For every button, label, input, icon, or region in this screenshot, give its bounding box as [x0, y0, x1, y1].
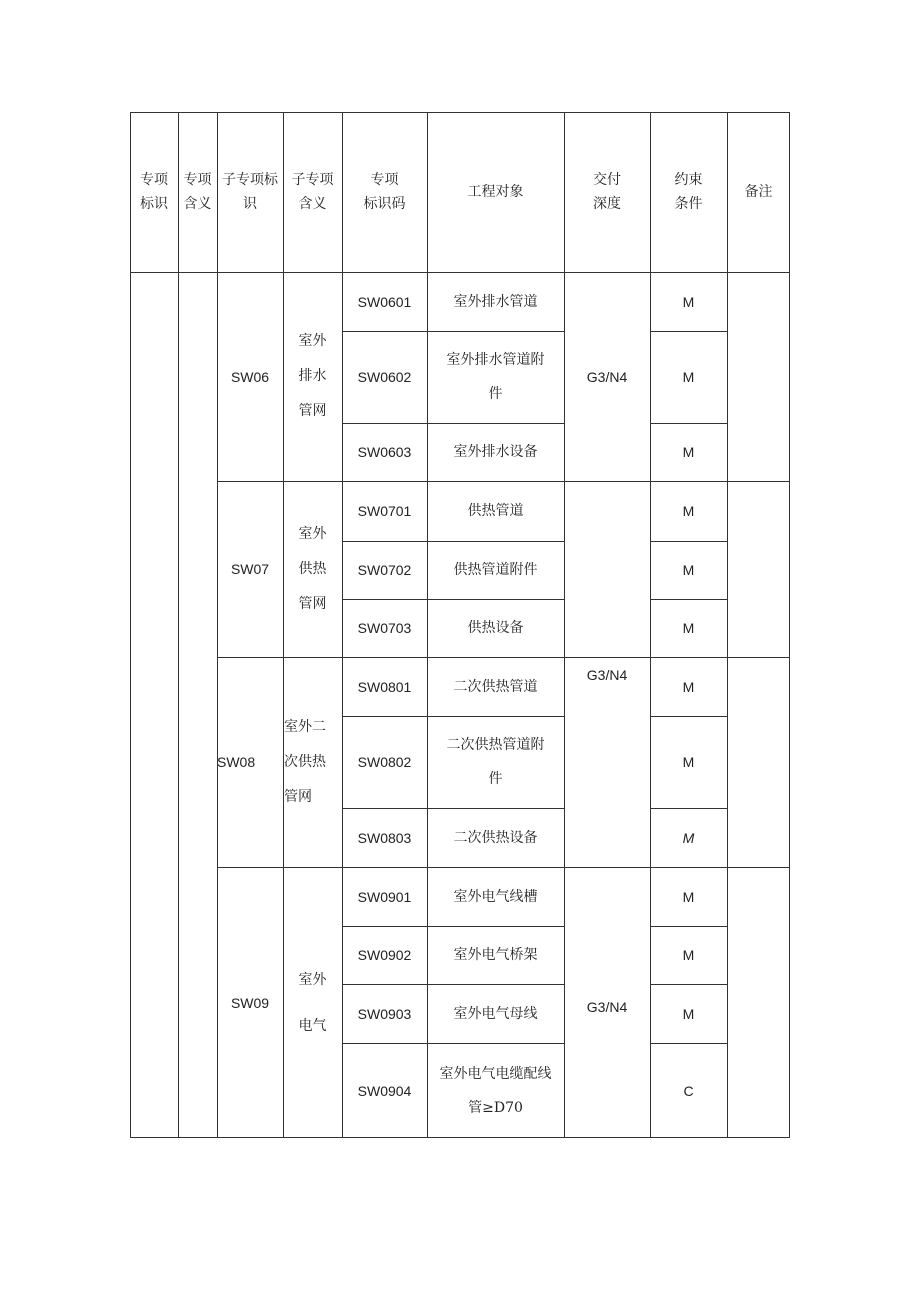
table-row-code — [342, 984, 427, 1043]
header-remark — [727, 112, 790, 272]
depth-cell — [564, 867, 650, 1138]
header-spec-code-line2: 标识码 — [363, 196, 406, 212]
constraint-text: C — [683, 1082, 694, 1099]
code-text: SW0904 — [357, 1082, 412, 1099]
table-row-object — [427, 657, 564, 716]
depth-text: G3/N4 — [586, 368, 628, 385]
object-text: 室外电气线槽 — [453, 888, 538, 905]
table-row-object — [427, 423, 564, 481]
table-row-code — [342, 541, 427, 599]
table-row-object — [427, 599, 564, 657]
code-text: SW0802 — [357, 754, 412, 770]
sub-meaning-line: 电气 — [298, 1017, 327, 1034]
header-spec-meaning — [178, 112, 217, 272]
header-constraint — [650, 112, 727, 272]
object-text: 管≥D70 — [468, 1099, 523, 1116]
header-spec-meaning-line1: 专项 — [183, 172, 212, 188]
table-row-object — [427, 541, 564, 599]
table-row-constraint — [650, 808, 727, 867]
table-row-object — [427, 808, 564, 867]
header-spec-code — [342, 112, 427, 272]
object-text: 室外电气桥架 — [453, 947, 538, 963]
depth-cell — [564, 481, 650, 867]
object-text: 供热管道 — [467, 503, 524, 519]
table-row-object — [427, 331, 564, 423]
header-spec-meaning-line2: 含义 — [183, 196, 212, 212]
code-text: SW0601 — [357, 293, 412, 310]
sub-meaning-line: 室外二 — [284, 718, 326, 735]
header-sub-id-line2: 识 — [243, 196, 257, 212]
table-row-code — [342, 808, 427, 867]
code-text: SW0901 — [357, 888, 412, 905]
constraint-text: M — [682, 620, 695, 636]
sub-meaning-line: 室外 — [298, 333, 327, 349]
object-text: 室外电气电缆配线 — [439, 1065, 552, 1082]
table-row-constraint — [650, 331, 727, 423]
constraint-text: M — [682, 1005, 695, 1022]
group-sub-meaning — [283, 657, 342, 867]
sub-meaning-line: 管网 — [298, 595, 327, 612]
group-sub-meaning — [283, 867, 342, 1138]
object-text: 供热管道附件 — [453, 562, 538, 578]
table-row-code — [342, 1043, 427, 1138]
sub-meaning-line: 室外 — [298, 971, 327, 988]
sub-meaning-line: 次供热 — [284, 753, 326, 770]
table-row-object — [427, 481, 564, 541]
object-text: 二次供热管道 — [453, 678, 538, 695]
code-text: SW0902 — [357, 947, 412, 963]
header-spec-id-line2: 标识 — [140, 196, 168, 212]
table-row-object — [427, 716, 564, 808]
table-row-constraint — [650, 716, 727, 808]
sub-id-text: SW08 — [217, 754, 256, 770]
constraint-text: M — [682, 888, 695, 905]
header-sub-meaning-line1: 子专项 — [291, 172, 334, 188]
constraint-text: M — [682, 947, 695, 963]
table-row-constraint — [650, 541, 727, 599]
code-text: SW0702 — [357, 562, 412, 578]
group-sub-meaning — [283, 272, 342, 481]
header-depth-line1: 交付 — [593, 172, 621, 188]
code-text: SW0803 — [357, 829, 412, 846]
header-sub-meaning-line2: 含义 — [298, 196, 327, 212]
sub-meaning-line: 管网 — [298, 403, 327, 419]
table-row-constraint — [650, 867, 727, 926]
header-spec-id-line1: 专项 — [140, 172, 168, 188]
table-row-object — [427, 984, 564, 1043]
object-text: 室外电气母线 — [453, 1005, 538, 1022]
depth-text: G3/N4 — [586, 999, 628, 1015]
table-row-object — [427, 1043, 564, 1138]
header-spec-id — [130, 112, 178, 272]
sub-id-text: SW06 — [230, 368, 270, 385]
object-text: 供热设备 — [467, 620, 524, 636]
table-row-constraint — [650, 599, 727, 657]
spec-table — [130, 112, 790, 1138]
table-row-constraint — [650, 984, 727, 1043]
table-row-code — [342, 599, 427, 657]
table-row-code — [342, 657, 427, 716]
constraint-text: M — [682, 503, 695, 519]
group-sub-id — [217, 481, 283, 657]
object-text: 室外排水设备 — [453, 444, 538, 460]
header-sub-id-line1: 子专项标 — [222, 172, 278, 188]
table-row-constraint — [650, 1043, 727, 1138]
table-row-code — [342, 481, 427, 541]
code-text: SW0602 — [357, 369, 412, 385]
header-sub-meaning — [283, 112, 342, 272]
sub-id-text: SW07 — [230, 561, 270, 577]
table-row-code — [342, 867, 427, 926]
object-text: 室外排水管道附 — [446, 352, 545, 368]
object-text: 二次供热设备 — [453, 829, 538, 846]
table-row-object — [427, 272, 564, 331]
constraint-text: M — [682, 829, 695, 846]
table-row-code — [342, 272, 427, 331]
sub-meaning-line: 管网 — [284, 788, 312, 805]
code-text: SW0603 — [357, 444, 412, 460]
sub-id-text: SW09 — [230, 994, 270, 1011]
constraint-text: M — [682, 444, 695, 460]
table-row-constraint — [650, 657, 727, 716]
header-object — [427, 112, 564, 272]
header-depth — [564, 112, 650, 272]
table-row-code — [342, 331, 427, 423]
table-row-constraint — [650, 423, 727, 481]
header-object-text: 工程对象 — [467, 184, 524, 200]
table-row-code — [342, 716, 427, 808]
table-row-constraint — [650, 272, 727, 331]
code-text: SW0801 — [357, 678, 412, 695]
constraint-text: M — [682, 678, 695, 695]
group-sub-id — [217, 657, 283, 867]
sub-meaning-line: 排水 — [298, 368, 327, 384]
table-row-code — [342, 423, 427, 481]
table-row-code — [342, 926, 427, 984]
object-text: 件 — [488, 386, 503, 402]
header-constraint-line1: 约束 — [674, 172, 703, 188]
object-text: 二次供热管道附 — [446, 737, 545, 753]
code-text: SW0701 — [357, 503, 412, 519]
depth-cell — [564, 272, 650, 481]
constraint-text: M — [682, 293, 695, 310]
constraint-text: M — [682, 562, 695, 578]
group-sub-meaning — [283, 481, 342, 657]
group-sub-id — [217, 272, 283, 481]
table-row-object — [427, 926, 564, 984]
constraint-text: M — [682, 754, 695, 770]
sub-meaning-line: 供热 — [298, 560, 327, 577]
group-sub-id — [217, 867, 283, 1138]
table-row-constraint — [650, 481, 727, 541]
table-row-constraint — [650, 926, 727, 984]
header-remark-text: 备注 — [744, 184, 773, 200]
header-sub-id — [217, 112, 283, 272]
object-text: 件 — [488, 771, 503, 787]
constraint-text: M — [682, 369, 695, 385]
code-text: SW0703 — [357, 620, 412, 636]
header-spec-code-line1: 专项 — [370, 172, 399, 188]
object-text: 室外排水管道 — [453, 293, 538, 310]
header-depth-line2: 深度 — [593, 196, 621, 212]
depth-text: G3/N4 — [586, 667, 628, 683]
sub-meaning-line: 室外 — [298, 525, 327, 542]
code-text: SW0903 — [357, 1005, 412, 1022]
table-row-object — [427, 867, 564, 926]
header-constraint-line2: 条件 — [674, 196, 703, 212]
